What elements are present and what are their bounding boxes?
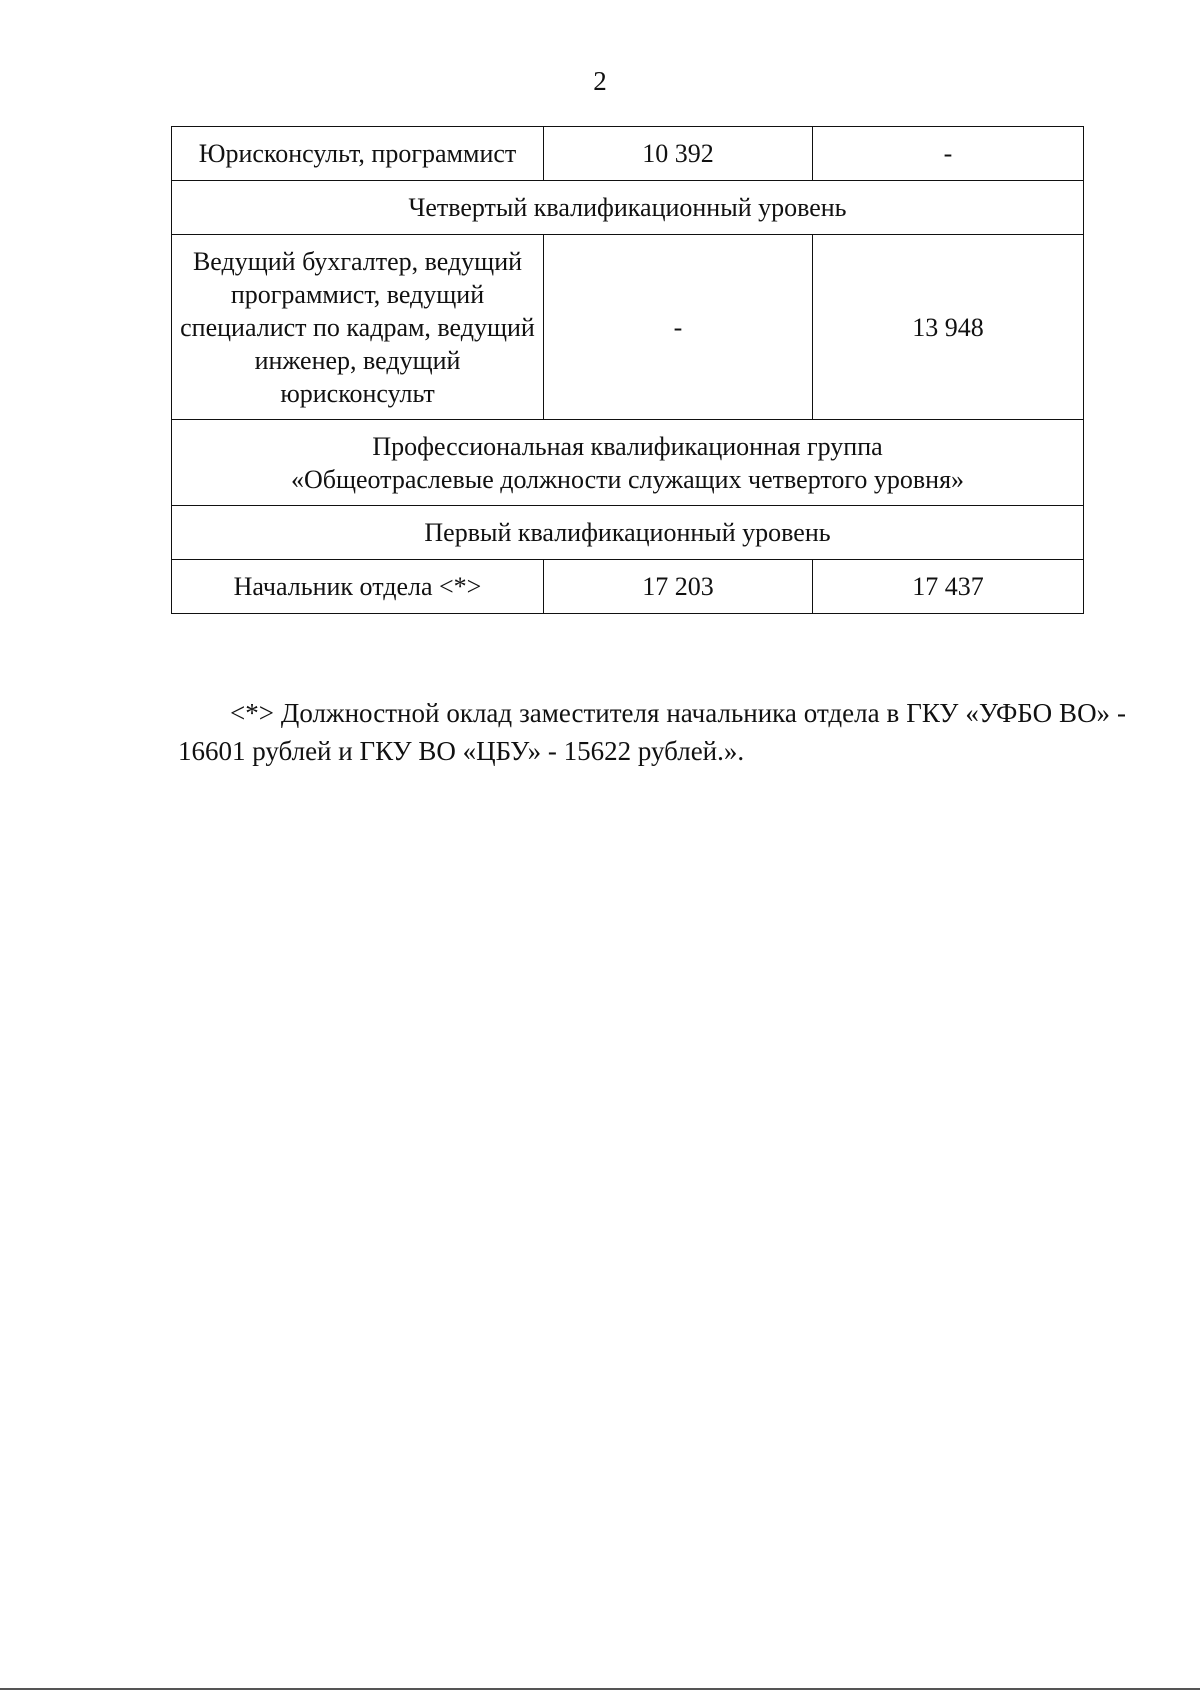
group-title-line: Профессиональная квалификационная группа [372,431,883,461]
position-title: Юрисконсульт, программист [172,127,544,181]
qualification-level-header: Первый квалификационный уровень [172,506,1084,560]
professional-group-header [172,420,1084,506]
salary-value-1: 17 203 [544,560,813,614]
position-title: Ведущий бухгалтер, ведущий программист, ведущий специалист по кадрам, ведущий инженер, ведущий юрисконсульт [172,235,544,420]
table-row [172,235,1084,420]
table-row [172,181,1084,235]
salary-table [171,126,1084,614]
table-row [172,420,1084,506]
scan-edge-line [0,1688,1200,1690]
salary-value-1: - [544,235,813,420]
footnote: <*> Должностной оклад заместителя начальника отдела в ГКУ «УФБО ВО» - 16601 рублей и ГКУ ВО «ЦБУ» - 15622 рублей.». [178,698,1126,766]
salary-value-2: 13 948 [813,235,1084,420]
table-row [172,506,1084,560]
table-row [172,560,1084,614]
position-title: Начальник отдела <*> [172,560,544,614]
salary-value-2: - [813,127,1084,181]
group-subtitle-line: «Общеотраслевые должности служащих четвертого уровня» [290,464,965,494]
page-number: 2 [593,66,607,96]
salary-value-2: 17 437 [813,560,1084,614]
table-row [172,127,1084,181]
salary-value-1: 10 392 [544,127,813,181]
qualification-level-header: Четвертый квалификационный уровень [172,181,1084,235]
